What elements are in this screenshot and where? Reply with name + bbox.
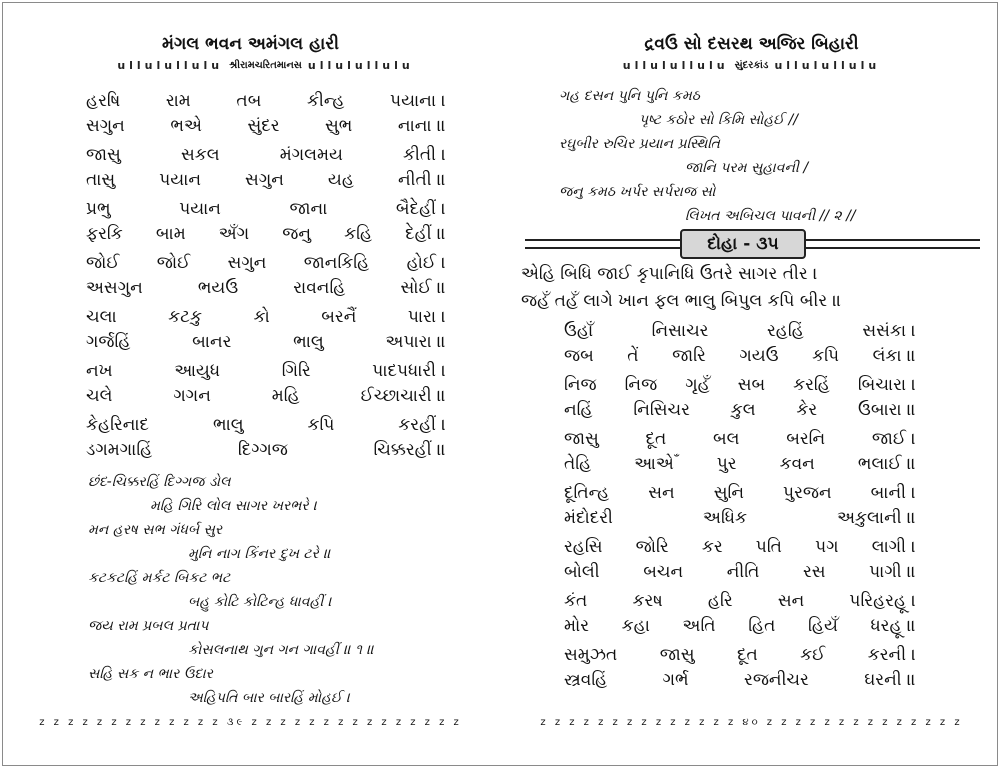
chhand-line: લિખત અબિચલ પાવની // ૨ // [685, 208, 856, 224]
verse-word: ભયઉ [197, 277, 239, 298]
verse-word: હોઈ । [406, 252, 446, 273]
verse-word: કો [253, 306, 270, 327]
verse-word: ફરકિ [86, 223, 123, 244]
verse-line [564, 372, 916, 397]
verse-word: મંદોદરી [564, 507, 613, 528]
right-verses [564, 318, 916, 692]
verse-word: સન [648, 482, 675, 503]
verse-word: કરહિં [793, 374, 830, 395]
verse-word: દૂતિન્હ [564, 482, 610, 503]
verse-word: કર [701, 536, 723, 557]
left-page-subtitle: શ્રીરામચરિતમાનસ [229, 60, 302, 71]
verse-line [564, 667, 916, 692]
verse-line [86, 167, 446, 192]
verse-word: બોલી [564, 561, 600, 582]
verse-word: તેં [627, 345, 639, 366]
chhand-line: બહુ કોટિ કોટિન્હ ધાવહીં । [188, 594, 332, 610]
chhand-line: મન હરષ સભ ગંધર્બ સુર [88, 522, 223, 538]
verse-word: ઉહાઁ [564, 320, 594, 341]
verse-word: રસ [802, 561, 826, 582]
verse-word: આએઁ [634, 453, 674, 474]
verse-word: બરનિ [786, 428, 826, 449]
chhand-line: સહિ સક ન ભાર ઉદાર [88, 666, 213, 682]
verse-word: જાનકિહિ [303, 252, 370, 273]
verse-word: દિગ્ગજ [237, 439, 288, 460]
verse-word: નિસિચર [633, 399, 690, 420]
verse-word: પુરજન [783, 482, 832, 503]
verse-word: સકલ [180, 144, 220, 165]
verse-line [86, 88, 446, 113]
verse-word: જારિ [672, 345, 706, 366]
chhand-line: ગહ દસન પુનિ પુનિ કમઠ [559, 88, 700, 104]
verse-word: અકુલાની ॥ [837, 507, 916, 528]
verse-line [86, 113, 446, 138]
chhand-line: પૃષ્ટ કઠોર સો કિમિ સોહઈ // [639, 112, 798, 128]
doha-line: જહઁ તહઁ લાગે ખાન ફલ ભાલુ બિપુલ કપિ બીર ॥ [521, 291, 842, 311]
verse-word: પ્રભુ [86, 198, 111, 219]
verse-word: નિજ [564, 374, 597, 395]
verse-word: સુભ [325, 115, 353, 136]
verse-word: પાદપધારી । [372, 360, 446, 381]
chhand-line: જય રામ પ્રબલ પ્રતાપ [88, 618, 209, 634]
verse-word: ગર્ભ [662, 669, 689, 690]
verse-word: કરની । [867, 644, 916, 665]
chhand-line: મહિ ગિરિ લોલ સાગર ખરભરે । [150, 498, 317, 514]
verse-word: જાના [289, 198, 328, 219]
verse-word: ગર્જહિં [86, 331, 131, 352]
doha-label: દોહા - ૩૫ [680, 229, 806, 259]
verse-word: પયાન [179, 198, 221, 219]
verse-word: પતિ [755, 536, 782, 557]
ornament-right: ullulullulu [774, 59, 881, 72]
verse-word: કપિ [307, 414, 335, 435]
right-page-subtitle-row [531, 59, 972, 72]
left-footer-page-number: z z z z z z z z z z z z z ૩૯ z z z z z z z z z z z z z z z [39, 717, 462, 728]
verse-line [86, 221, 446, 246]
verse-word: જાસુ [86, 144, 121, 165]
verse-word: આયુધ [174, 360, 221, 381]
verse-word: ચલે [86, 385, 113, 406]
verse-word: હિત [748, 615, 776, 636]
verse-word: ગૃહઁ [685, 374, 710, 395]
verse-line [86, 142, 446, 167]
verse-word: નીતિ [726, 561, 760, 582]
verse-word: સગુન [227, 252, 267, 273]
verse-word: હરિ [707, 590, 733, 611]
verse-word: દૂત [645, 428, 667, 449]
verse-line [564, 451, 916, 476]
chhand-line: મુનિ નાગ કિંનર દુખ ટરે ॥ [188, 546, 331, 562]
verse-word: દૂત [736, 644, 758, 665]
verse-word: અધિક [703, 507, 748, 528]
verse-word: સોઈ ॥ [400, 277, 446, 298]
verse-word: ચિક્કરહીં ॥ [373, 439, 446, 460]
doha-heading [525, 229, 980, 259]
verse-word: કરષ [632, 590, 663, 611]
verse-word: ધરહૂ ॥ [870, 615, 916, 636]
verse-word: કવન [779, 453, 815, 474]
verse-word: નીતી ॥ [397, 169, 446, 190]
verse-word: નખ [86, 360, 113, 381]
verse-word: કેહરિનાદ [86, 414, 150, 435]
verse-word: ભલાઈ ॥ [857, 453, 916, 474]
verse-word: કપિ [812, 345, 839, 366]
verse-word: અસગુન [86, 277, 143, 298]
verse-word: ગગન [173, 385, 211, 406]
verse-word: પગ [815, 536, 839, 557]
verse-word: તાસુ [86, 169, 116, 190]
verse-word: સમુઝત [564, 644, 618, 665]
verse-word: અઁગ [218, 223, 250, 244]
chhand-line: છંદ-ચિક્કરહિં દિગ્ગજ ડોલ [88, 474, 231, 490]
verse-word: કટકુ [168, 306, 203, 327]
verse-word: ચલા [86, 306, 117, 327]
verse-word: પાગી ॥ [869, 561, 916, 582]
verse-word: સબ [737, 374, 766, 395]
verse-word: મહિ [271, 385, 300, 406]
left-page-title: મંગલ ભવન અમંગલ હારી [162, 34, 339, 54]
verse-line [86, 304, 446, 329]
verse-line [564, 642, 916, 667]
verse-line [86, 383, 446, 408]
verse-word: જાસુ [564, 428, 599, 449]
verse-word: રાવનહિ [293, 277, 346, 298]
verse-word: કહા [621, 615, 650, 636]
verse-word: નહિં [564, 399, 593, 420]
verse-word: રજનીચર [744, 669, 809, 690]
verse-word: રામ [165, 90, 191, 111]
right-page-title: દ્રવઉ સો દસરથ અજિર બિહારી [644, 34, 859, 54]
verse-word: જનુ [282, 223, 311, 244]
right-page [501, 0, 1002, 770]
ornament-left: ullulullulu [622, 59, 729, 72]
verse-line [564, 534, 916, 559]
chhand-line: કટકટહિં મર્કટ બિકટ ભટ [88, 570, 231, 586]
left-page-subtitle-row [60, 59, 471, 72]
verse-word: રહહિં [766, 320, 804, 341]
verse-word: પારા । [407, 306, 446, 327]
doha-line: એહિ બિધિ જાઈ કૃપાનિધિ ઉતરે સાગર તીર । [521, 264, 818, 284]
verse-word: મોર [564, 615, 590, 636]
verse-word: જોઈ [86, 252, 120, 273]
verse-word: ઈચ્છાચારી ॥ [360, 385, 446, 406]
verse-word: નાના ॥ [397, 115, 446, 136]
verse-line [564, 343, 916, 368]
verse-word: નિસાચર [651, 320, 709, 341]
chhand-line: રઘુબીર રુચિર પ્રયાન પ્રસ્થિતિ [559, 136, 720, 152]
verse-word: સુનિ [713, 482, 745, 503]
verse-word: ડગમગાહિં [86, 439, 153, 460]
verse-word: કહિ [344, 223, 373, 244]
ornament-right: ullulullulu [307, 59, 414, 72]
verse-word: લંકા ॥ [872, 345, 916, 366]
verse-line [564, 480, 916, 505]
verse-line [564, 318, 916, 343]
right-chhand [559, 84, 939, 228]
verse-word: બૈદેહીં । [395, 198, 446, 219]
verse-word: કઈ [800, 644, 826, 665]
verse-line [86, 275, 446, 300]
verse-line [564, 397, 916, 422]
chhand-line: અહિપતિ બાર બારહિં મોહઈ । [188, 690, 351, 706]
verse-word: ભાલુ [293, 331, 324, 352]
verse-word: અતિ [682, 615, 716, 636]
verse-word: બાનર [192, 331, 232, 352]
verse-word: પરિહરહૂ । [849, 590, 916, 611]
verse-word: પયાન [159, 169, 202, 190]
verse-line [86, 250, 446, 275]
right-footer-page-number: z z z z z z z z z z z z z z ૪૦ z z z z z z z z z z z z z z [540, 717, 963, 728]
verse-word: સન [777, 590, 805, 611]
verse-word: મંગલમય [279, 144, 343, 165]
verse-line [564, 426, 916, 451]
verse-word: દેહીં ॥ [405, 223, 446, 244]
verse-word: સ્ત્રવહિં [564, 669, 608, 690]
verse-word: હિયઁ [808, 615, 838, 636]
verse-word: જાઈ । [871, 428, 916, 449]
verse-word: તેહિ [564, 453, 592, 474]
verse-word: ઘરની ॥ [864, 669, 916, 690]
verse-line [564, 588, 916, 613]
verse-word: જોઈ [156, 252, 191, 273]
verse-line [564, 505, 916, 530]
left-verses [86, 88, 446, 462]
verse-word: લાગી । [871, 536, 916, 557]
verse-word: બાની । [870, 482, 916, 503]
verse-word: પુર [716, 453, 737, 474]
chhand-line: જાનિ પરમ સુહાવની / [685, 160, 809, 176]
verse-line [86, 196, 446, 221]
verse-word: જોરિ [635, 536, 669, 557]
verse-word: યહ [327, 169, 354, 190]
verse-word: કુલ [730, 399, 756, 420]
verse-word: કીતી । [403, 144, 446, 165]
verse-word: ગયઉ [739, 345, 779, 366]
chhand-line: કોસલનાથ ગુન ગન ગાવહીં ॥ ૧ ॥ [188, 642, 374, 658]
verse-word: બરનૈં [321, 306, 357, 327]
verse-word: તબ [236, 90, 262, 111]
verse-word: અપારા ॥ [385, 331, 446, 352]
verse-line [86, 412, 446, 437]
verse-word: નિજ [624, 374, 658, 395]
verse-line [564, 559, 916, 584]
verse-word: કંત [564, 590, 588, 611]
verse-word: ગિરિ [281, 360, 311, 381]
verse-line [86, 437, 446, 462]
chhand-line: જનુ કમઠ ખર્પર સર્પરાજ સો [559, 184, 716, 200]
verse-word: ઉબારા ॥ [857, 399, 916, 420]
verse-word: બામ [155, 223, 186, 244]
verse-line [86, 329, 446, 354]
verse-word: કીન્હ [306, 90, 345, 111]
left-chhand [88, 470, 448, 710]
verse-word: સગુન [245, 169, 284, 190]
verse-word: રહસિ [564, 536, 603, 557]
verse-word: બલ [712, 428, 740, 449]
verse-word: કરહીં । [398, 414, 446, 435]
verse-word: પયાના । [390, 90, 446, 111]
verse-line [86, 358, 446, 383]
doha-lines [521, 261, 982, 315]
verse-word: સસંકા । [862, 320, 916, 341]
verse-word: જાસુ [659, 644, 695, 665]
ornament-left: ullulullulu [117, 59, 224, 72]
verse-line [564, 613, 916, 638]
verse-word: બિચારા । [857, 374, 916, 395]
verse-word: સુંદર [247, 115, 280, 136]
verse-word: ભાલુ [212, 414, 244, 435]
verse-word: કેર [796, 399, 818, 420]
verse-word: હરષિ [86, 90, 121, 111]
verse-word: સગુન [86, 115, 125, 136]
verse-word: જબ [564, 345, 594, 366]
verse-word: ભએ [170, 115, 202, 136]
right-page-subtitle: સુંદરકાંડ [734, 60, 769, 71]
verse-word: બચન [643, 561, 684, 582]
